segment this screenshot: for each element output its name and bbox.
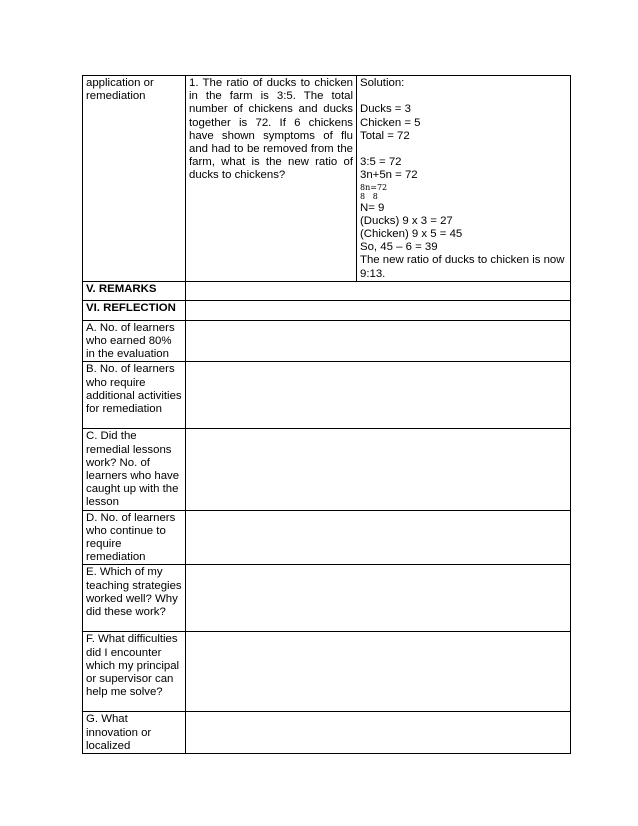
reflection-row [83,300,571,320]
reflection-b-label: B. No. of learners who require additional activities for remediation [83,362,186,429]
solution-subtract: So, 45 – 6 = 39 [360,241,438,254]
solution-cell [357,76,571,282]
fraction-numerator-left: 8n [360,182,371,192]
solution-total: Total = 72 [360,129,410,142]
reflection-a-label: A. No. of learners who earned 80% in the evaluation [83,320,186,362]
reflection-g-label: G. What innovation or localized [83,712,186,754]
reflection-cell [186,300,571,320]
solution-ducks: Ducks = 3 [360,103,411,116]
application-row [83,76,571,282]
fraction-numerator-right: 72 [376,182,388,192]
fraction-equals: = [370,182,377,192]
reflection-row-g [83,712,571,754]
application-label: application or remediation [83,76,186,282]
reflection-e-label: E. Which of my teaching strategies worked well? Why did these work? [83,565,186,632]
reflection-f-answer [186,632,571,712]
fraction-denominator-right: 8 [372,191,378,201]
remarks-row [83,281,571,300]
remarks-heading: V. REMARKS [83,281,186,300]
reflection-e-answer [186,565,571,632]
solution-n: N= 9 [360,201,385,214]
solution-fraction [360,183,567,202]
reflection-row-b [83,362,571,429]
reflection-row-c [83,429,571,510]
reflection-row-d [83,510,571,565]
solution-equation: 3n+5n = 72 [360,169,418,182]
solution-chicken: Chicken = 5 [360,116,421,129]
reflection-f-label: F. What difficulties did I encounter which my principal or supervisor can help me solve? [83,632,186,712]
solution-ducks-calc: (Ducks) 9 x 3 = 27 [360,214,453,227]
reflection-heading: VI. REFLECTION [83,300,186,320]
reflection-a-answer [186,320,571,362]
reflection-c-answer [186,429,571,510]
reflection-row-a [83,320,571,362]
solution-ratio: 3:5 = 72 [360,156,402,169]
remarks-cell [186,281,571,300]
reflection-d-answer [186,510,571,565]
solution-chicken-calc: (Chicken) 9 x 5 = 45 [360,228,463,240]
reflection-row-f [83,632,571,712]
solution-heading: Solution: [360,77,405,89]
fraction-denominator-left: 8 [360,191,366,201]
lesson-plan-table [82,75,571,754]
reflection-row-e [83,565,571,632]
reflection-d-label: D. No. of learners who continue to require remediation [83,510,186,565]
reflection-b-answer [186,362,571,429]
problem-text: 1. The ratio of ducks to chicken in the farm is 3:5. The total number of chickens and ducks together is 72. If 6 chickens have shown symptoms of flu and had to be removed from the farm, what is the new ratio of ducks to chickens? [186,76,357,282]
solution-answer: The new ratio of ducks to chicken is now 9:13. [360,254,565,280]
reflection-c-label: C. Did the remedial lessons work? No. of learners who have caught up with the lesson [83,429,186,510]
reflection-g-answer [186,712,571,754]
